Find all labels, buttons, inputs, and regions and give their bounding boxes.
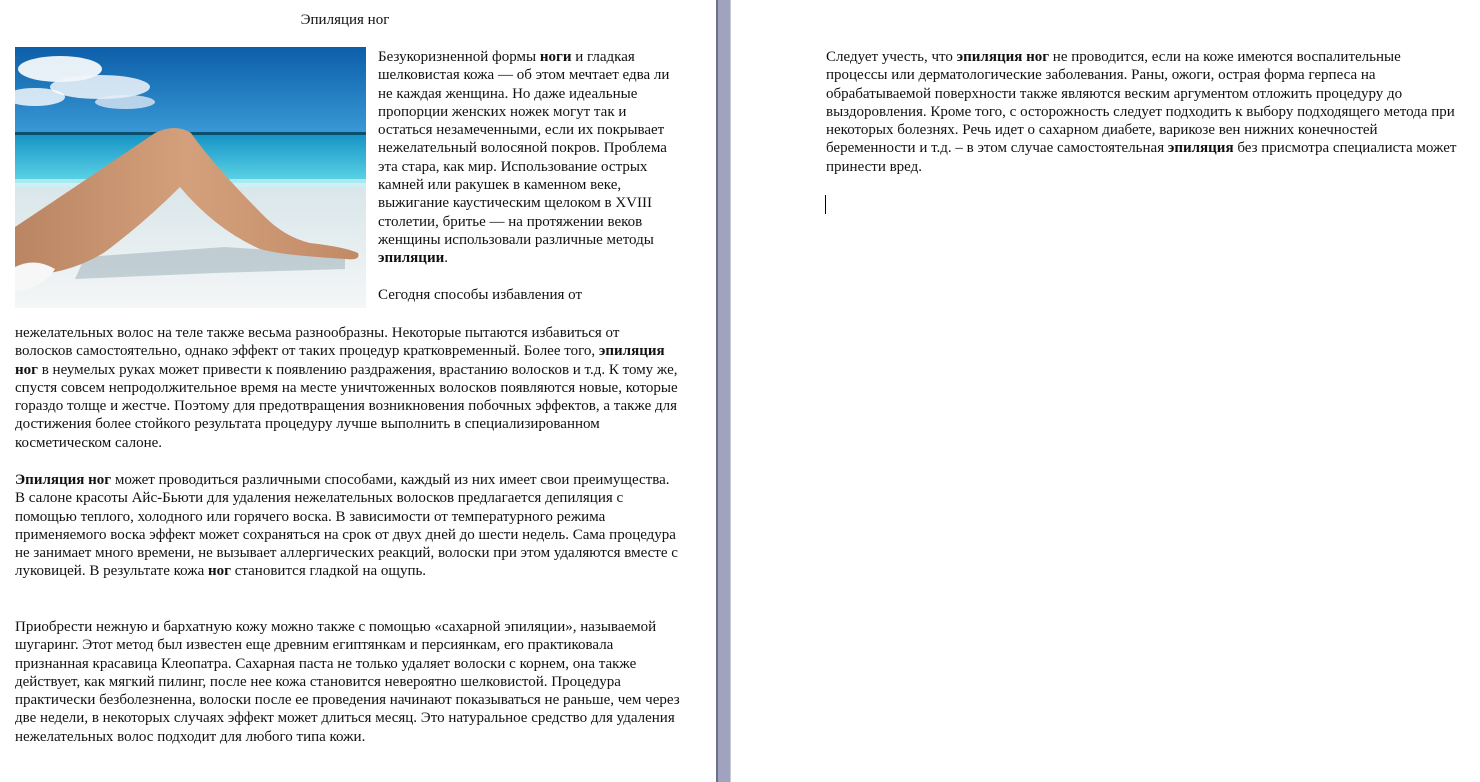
text-run: в неумелых руках может привести к появлению раздражения, врастанию волосков и т.д. К тому же, спустя совсем непродолжительное время на месте уничтоженных волосков появляются новые, которые гораздо толще и жестче. Поэтому для предотвращения возникновения побочных эффектов, а также для достижения более стойкого результата процедуру лучше выполнить в специализированном косметическом салоне.	[15, 361, 678, 451]
bold-keyword: эпиляции	[378, 250, 445, 267]
text-run: становится гладкой на ощупь.	[231, 563, 427, 580]
text-run: без присмотра специалиста может принести вред.	[826, 140, 1457, 175]
paragraph-4: Приобрести нежную и бархатную кожу можно также с помощью «сахарной эпиляции», называемой шугаринг. Этот метод был известен еще древним египтянкам и персиянкам, его практиковала признанная красавица Клеопатра. Сахарная паста не только удаляет волоски с корнем, она также действует, как мягкий пилинг, после нее кожа становится невероятно шелковистой. Процедура практически безболезненна, волоски после ее проведения начинают показываться не раньше, чем через две недели, в некоторых случаях эффект может длиться месяц. Это натуральное средство для удаления нежелательных волос подходит для любого типа кожи.	[15, 619, 680, 745]
beach-legs-image	[15, 47, 366, 308]
text-run: нежелательных волос на теле также весьма разнообразны. Некоторые пытаются избавиться от волосков самостоятельно, однако эффект от таких процедур кратковременный. Более того,	[15, 325, 620, 360]
text-run: Следует учесть, что	[826, 49, 957, 65]
intro-paragraph-wrapped	[378, 48, 680, 304]
page-separator	[716, 0, 731, 782]
bold-keyword: Эпиляция ног	[15, 472, 112, 488]
paragraph-2	[15, 324, 680, 452]
paragraph-3	[15, 471, 680, 581]
text-run: Безукоризненной формы	[378, 49, 540, 65]
text-run: .	[444, 250, 448, 267]
right-paragraph-1	[826, 48, 1458, 176]
bold-keyword: эпиляция ног	[15, 343, 665, 378]
beach-legs-illustration	[15, 47, 366, 308]
bold-keyword: эпиляция	[1167, 140, 1234, 157]
text-cursor[interactable]	[825, 195, 826, 214]
document-title: Эпиляция ног	[300, 12, 390, 28]
paragraph-2-intro: Сегодня способы избавления от	[378, 286, 583, 303]
text-run: и гладкая шелковистая кожа — об этом мечтает едва ли не каждая женщина. Но даже идеальные пропорции женских ножек могут так и остаться незамеченными, если их покрывает нежелательный волосяной покров. Проблема эта стара, как мир. Использование острых камней или ракушек в каменном веке, выжигание каустическим щелоком в XVIII столетии, бритье — на протяжении веков женщины использовали различные методы	[378, 49, 670, 248]
text-run: не проводится, если на коже имеются воспалительные процессы или дерматологические заболевания. Раны, ожоги, острая форма герпеса на обрабатываемой поверхности также являются веским аргументом отложить процедуру до выздоровления. Кроме того, с осторожность следует подходить к выбору подходящего метода при некоторых болезнях. Речь идет о сахарном диабете, варикозе вен нижних конечностей беременности и т.д. – в этом случае самостоятельная	[826, 49, 1455, 157]
paragraph-1	[378, 48, 680, 268]
bold-keyword: ног	[208, 563, 231, 580]
bold-keyword: ноги	[539, 49, 572, 65]
bold-keyword: эпиляция ног	[956, 49, 1050, 65]
text-run: может проводиться различными способами, каждый из них имеет свои преимущества. В салоне красоты Айс-Бьюти для удаления нежелательных волосков предлагается депиляция с помощью теплого, холодного или горячего воска. В зависимости от температурного режима применяемого воска эффект может сохраняться на срок от двух дней до шести недель. Сама процедура не занимает много времени, не вызывает аллергических реакций, волоски при этом удаляются вместе с луковицей. В результате кожа	[15, 472, 678, 580]
document-page-left	[0, 0, 716, 782]
